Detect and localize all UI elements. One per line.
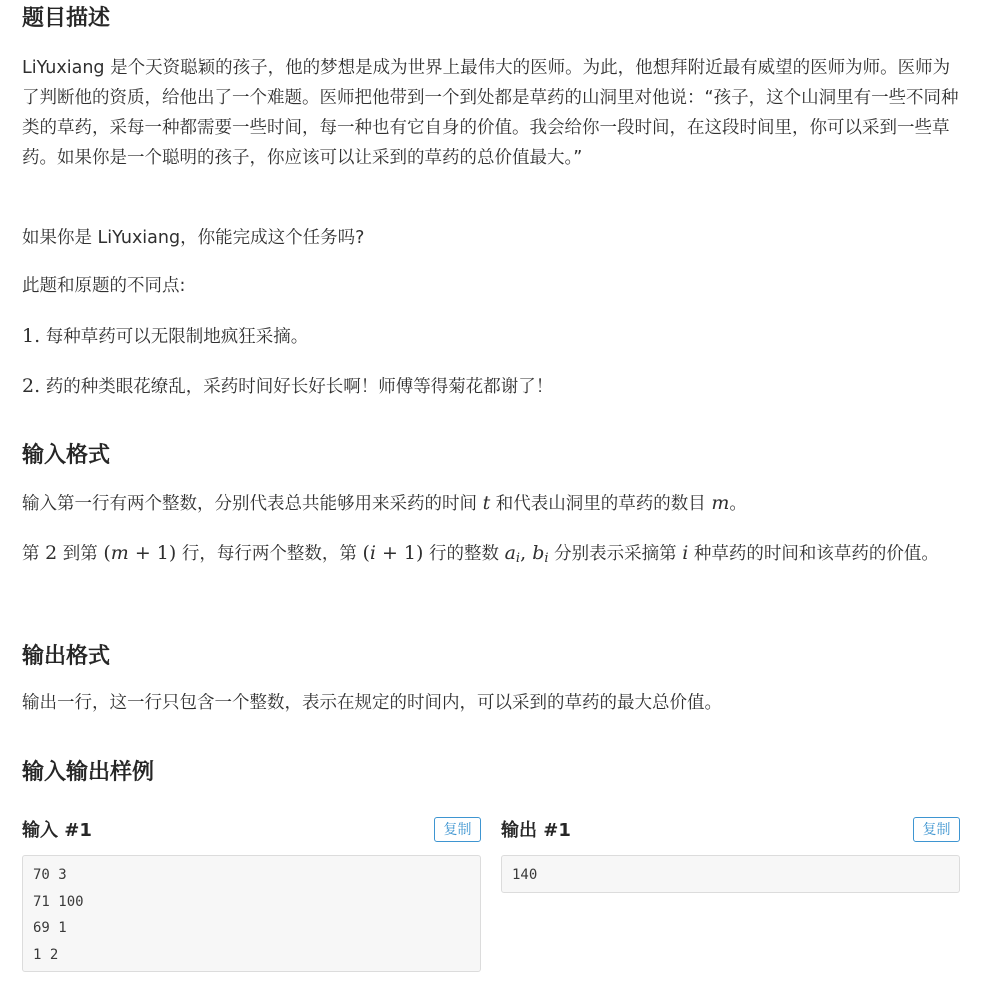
input-format-2-text-c: 行，每行两个整数，第 [181,544,357,564]
math-expr-i-plus-1 [362,544,423,564]
copy-input-button[interactable]: 复制 [434,817,481,842]
math-comma: , [520,542,533,564]
copy-output-button[interactable]: 复制 [913,817,960,842]
math-number-2: 2 [45,542,58,564]
math-var-i: i [682,542,689,564]
math-paren: ( [362,542,370,564]
description-heading: 题目描述 [22,6,111,31]
math-expr-ai-bi [505,544,549,564]
output-format-paragraph: 输出一行，这一行只包含一个整数，表示在规定的时间内，可以采到的草药的最大总价值。 [22,693,722,713]
difference-intro: 此题和原题的不同点: [22,276,186,296]
sample-output-block [501,816,960,893]
input-format-text-a: 输入第一行有两个整数，分别代表总共能够用来采药的时间 [22,494,477,514]
code-line: 70 3 [33,867,67,883]
difference-item-1 [22,321,964,352]
math-var-i: i [369,542,376,564]
sample-input-header [22,816,481,846]
math-plus-one: + 1) [375,542,424,564]
input-format-2-text-f: 种草药的时间和该草药的价值。 [693,544,939,564]
sample-output-code[interactable] [501,855,960,893]
description-question: 如果你是 LiYuxiang，你能完成这个任务吗? [22,228,365,248]
math-sub-i: i [515,551,521,566]
code-line: 71 100 [33,893,84,910]
description-paragraph: LiYuxiang 是个天资聪颖的孩子，他的梦想是成为世界上最伟大的医师。为此，他想拜附近最有威望的医师为师。医师为了判断他的资质，给他出了一个难题。医师把他带到一个到处都是草药的山洞里对他说：“孩子，这个山洞里有一些不同种类的草药，采每一种都需要一些时间，每一种也有它自身的价值。我会给你一段时间，在这段时间里，你可以采到一些草药。如果你是一个聪明的孩子，你应该可以让采到的草药的总价值最大。” [22,58,959,168]
input-format-text-b: 和代表山洞里的草药的数目 [495,494,706,514]
input-format-text-c: 。 [729,494,747,514]
input-format-line-1 [22,488,964,519]
difference-item-1-number: 1. [22,325,41,347]
sample-output-label: 输出 #1 [501,820,571,841]
math-var-m: m [711,492,730,514]
math-paren: ( [103,542,111,564]
math-var-a: a [504,542,516,564]
input-format-2-text-a: 第 [22,544,40,564]
sample-input-block [22,816,481,972]
output-format-heading: 输出格式 [22,644,111,669]
difference-item-1-text: 每种草药可以无限制地疯狂采摘。 [45,327,309,347]
sample-output-header [501,816,960,846]
difference-item-2-number: 2. [22,375,41,397]
sample-input-label: 输入 #1 [22,820,92,841]
input-format-2-text-e: 分别表示采摘第 [554,544,677,564]
code-line: 1 2 [33,946,59,963]
code-line: 140 [512,867,538,883]
math-var-m: m [110,542,129,564]
input-format-2-text-d: 行的整数 [429,544,500,564]
code-line: 69 1 [33,920,67,936]
input-format-2-text-b: 到第 [62,544,98,564]
math-plus-one: + 1) [128,542,177,564]
sample-input-code[interactable] [22,855,481,972]
math-expr-m-plus-1 [103,544,176,564]
difference-item-2-text: 药的种类眼花缭乱，采药时间好长好长啊！师傅等得菊花都谢了！ [45,377,554,397]
math-var-b: b [532,542,545,564]
math-sub-i: i [544,551,549,566]
difference-item-2 [22,371,964,402]
math-var-t: t [482,492,491,514]
input-format-heading: 输入格式 [22,443,111,468]
input-format-line-2 [22,538,964,574]
samples-heading: 输入输出样例 [22,760,155,785]
